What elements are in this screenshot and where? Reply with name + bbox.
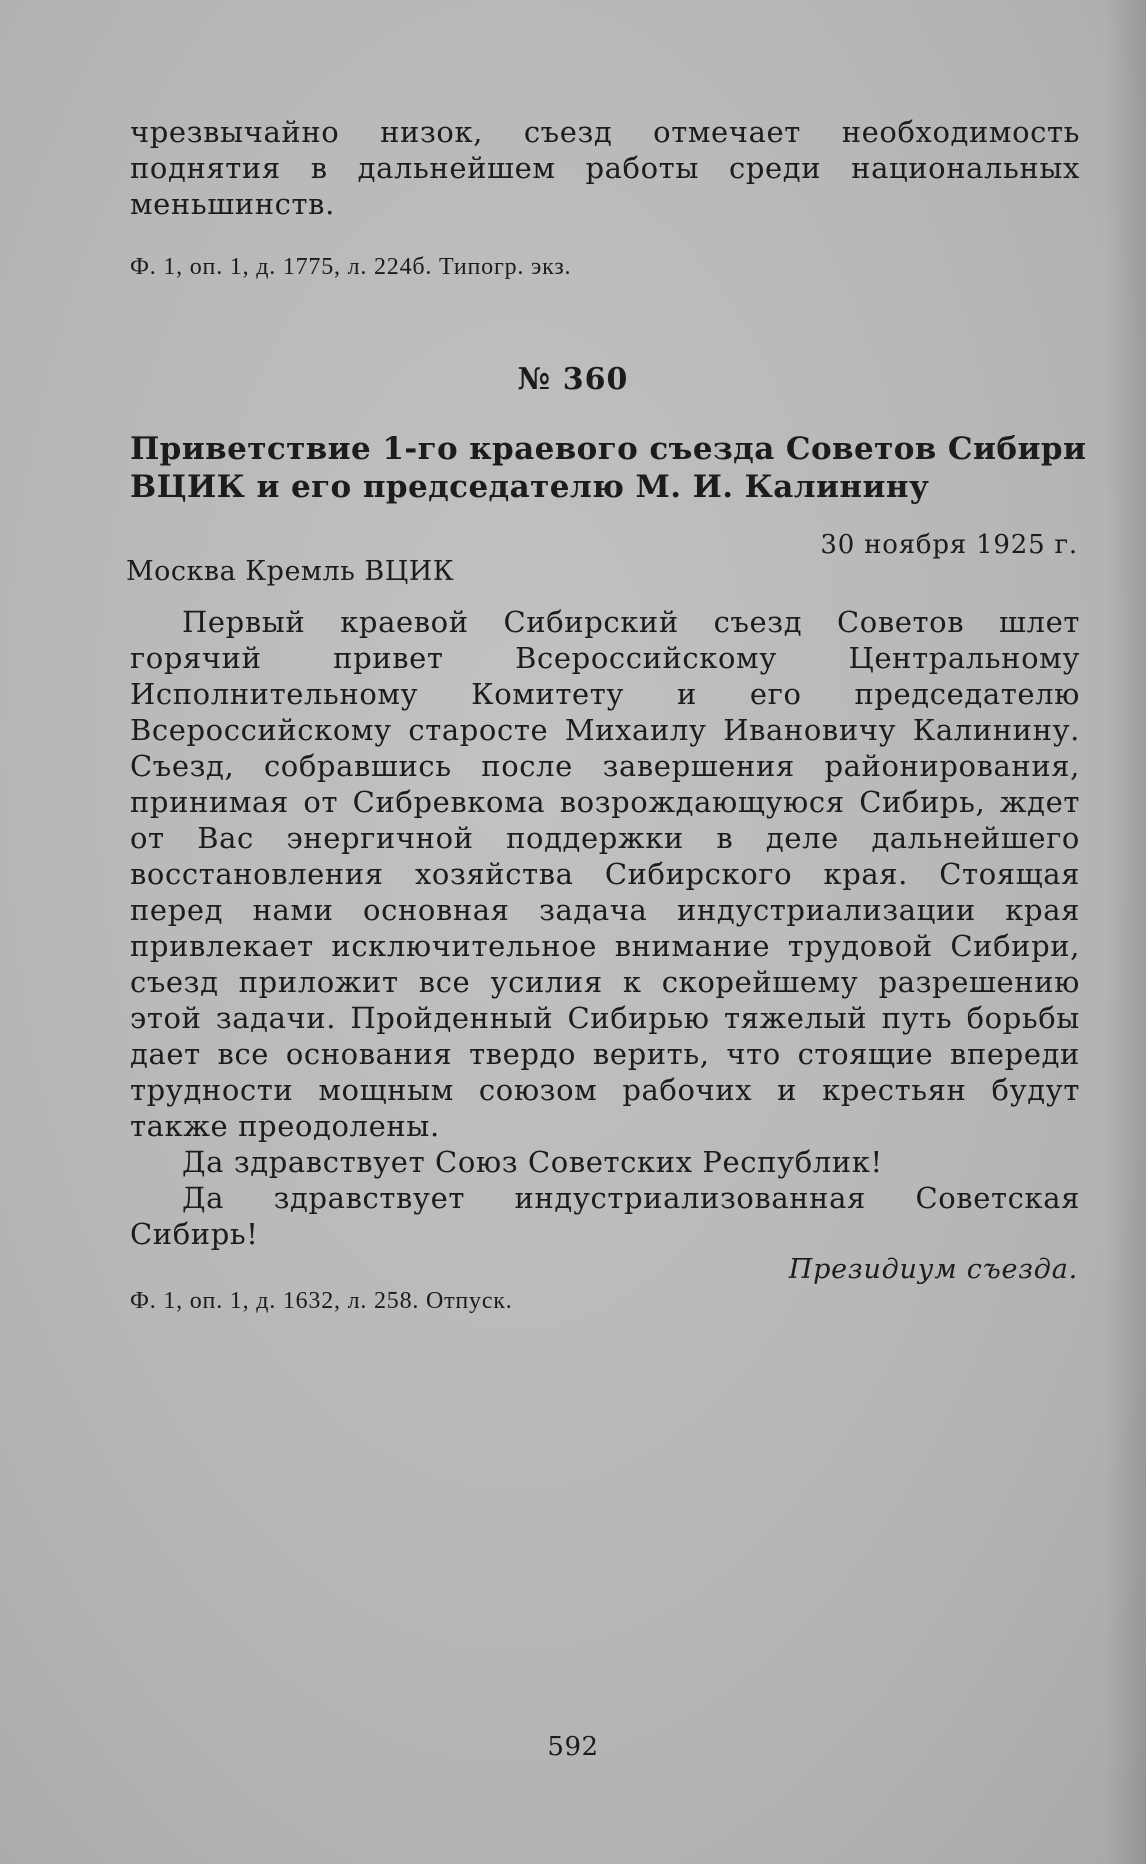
previous-document-continuation <box>130 114 1080 222</box>
page-number: 592 <box>547 1732 599 1762</box>
document-date: 30 ноября 1925 г. <box>820 530 1078 560</box>
document-source-note: Ф. 1, оп. 1, д. 1632, л. 258. Отпуск. <box>130 1288 513 1314</box>
body-paragraph: Да здравствует индустриализованная Советская Сибирь! <box>130 1181 1080 1251</box>
document-signature: Президиум съезда. <box>788 1254 1078 1285</box>
previous-document-source <box>130 252 690 282</box>
document-address: Москва Кремль ВЦИК <box>126 556 455 587</box>
continuation-text: чрезвычайно низок, съезд отмечает необходимость поднятия в дальнейшем работы среди национальных меньшинств. <box>130 115 1080 221</box>
document-body <box>130 604 1080 1252</box>
document-title: Приветствие 1-го краевого съезда Советов Сибири ВЦИК и его председателю М. И. Калинину <box>130 431 1087 505</box>
body-paragraph: Первый краевой Сибирский съезд Советов шлет горячий привет Всероссийскому Центральному Исполнительному Комитету и его председателю Всероссийскому старосте Михаилу Ивановичу Калинину. Съезд, собравшись после завершения районирования, принимая от Сибревкома возрождающуюся Сибирь, ждет от Вас энергичной поддержки в деле дальнейшего восстановления хозяйства Сибирского края. Стоящая перед нами основная задача индустриализации края привлекает исключительное внимание трудовой Сибири, съезд приложит все усилия к скорейшему разрешению этой задачи. Пройденный Сибирью тяжелый путь борьбы дает все основания твердо верить, что стоящие впереди трудности мощным союзом рабочих и крестьян будут также преодолены. <box>130 605 1080 1143</box>
continuation-source-note: Ф. 1, оп. 1, д. 1775, л. 224б. Типогр. экз. <box>130 254 572 280</box>
document-number: № 360 <box>517 362 629 397</box>
page-edge-shadow <box>1106 0 1146 1864</box>
body-paragraph: Да здравствует Союз Советских Республик! <box>182 1145 883 1179</box>
document-source <box>130 1286 830 1316</box>
